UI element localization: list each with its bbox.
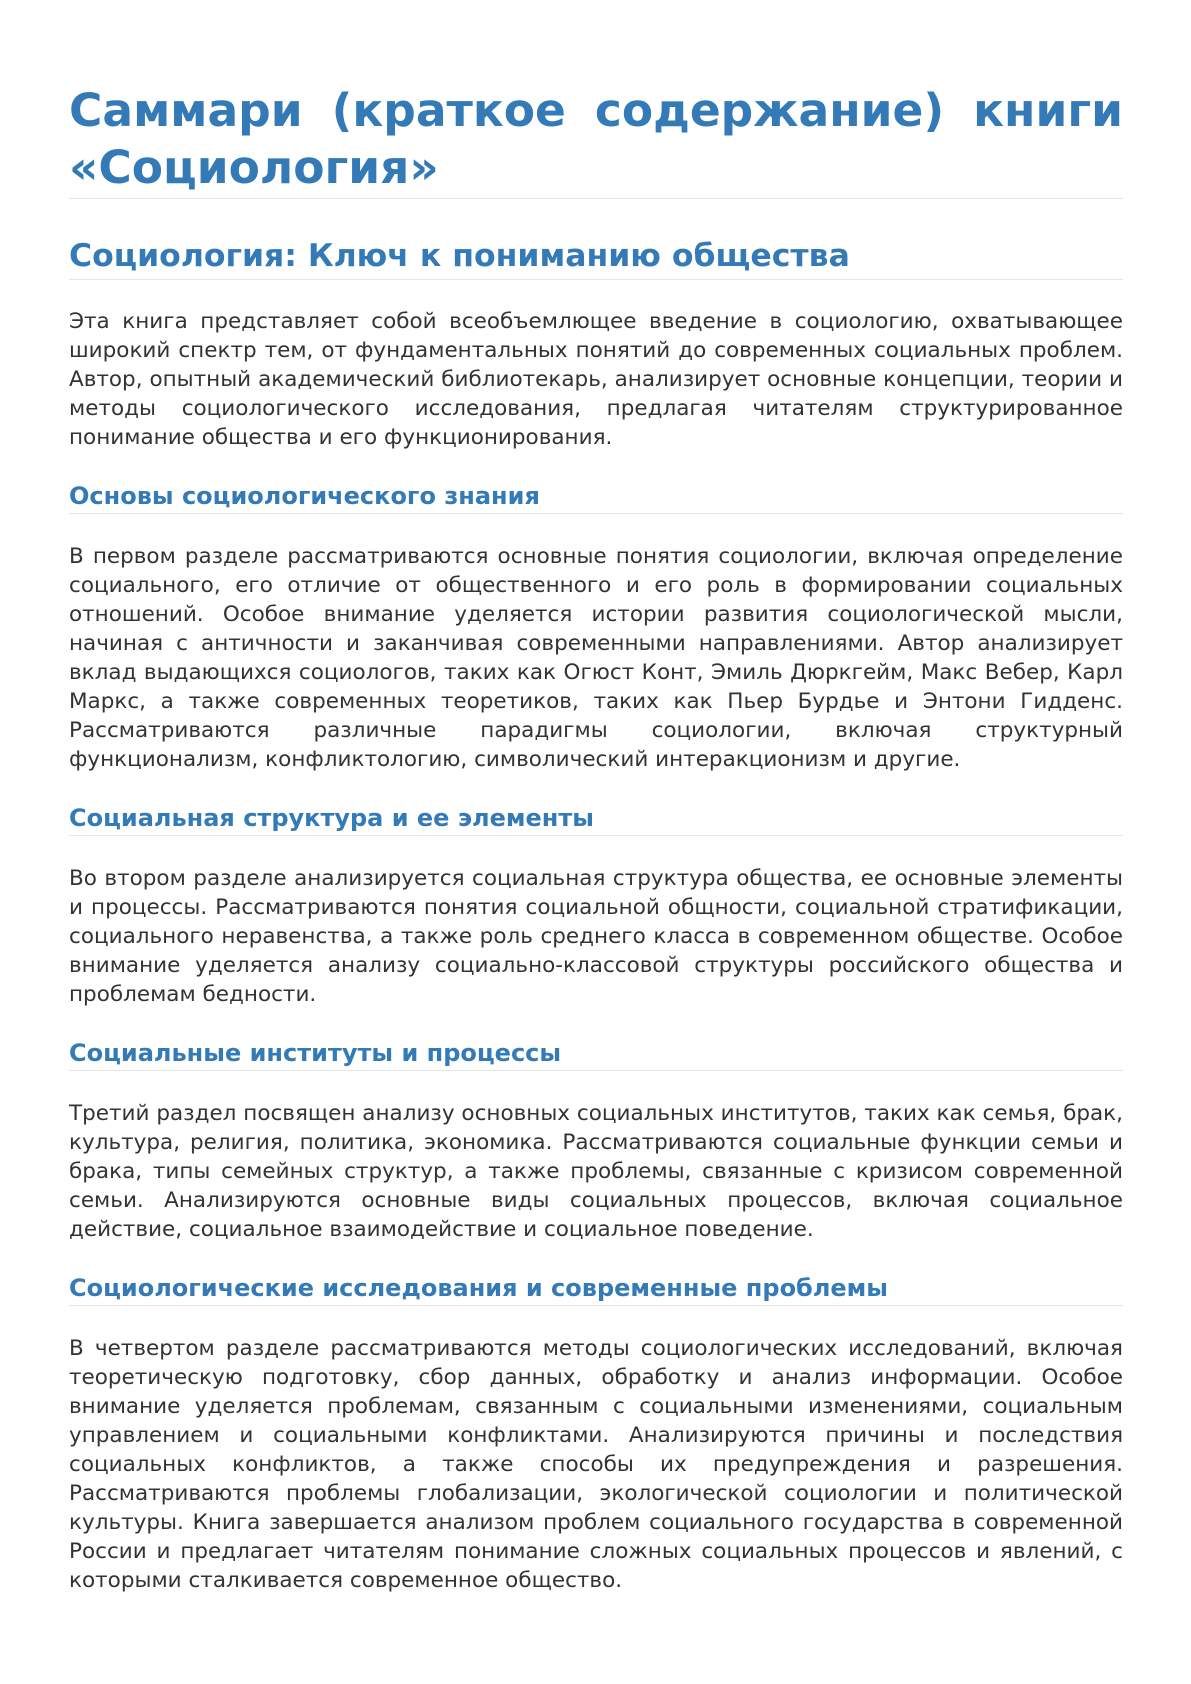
section-heading: Основы социологического знания [69, 480, 1123, 514]
section-social-structure [69, 802, 1123, 1009]
document-subtitle: Социология: Ключ к пониманию общества [69, 235, 1123, 280]
section-paragraph: Третий раздел посвящен анализу основных социальных институтов, таких как семья, брак, культура, религия, политика, экономика. Рассматриваются социальные функции семьи и брака, типы семейных структур, а также проблемы, связанные с кризисом современной семьи. Анализируются основные виды социальных процессов, включая социальное действие, социальное взаимодействие и социальное поведение. [69, 1101, 1123, 1242]
section-foundations [69, 480, 1123, 774]
section-heading: Социальная структура и ее элементы [69, 802, 1123, 836]
section-research [69, 1272, 1123, 1595]
section-institutions [69, 1037, 1123, 1244]
document-title: Саммари (краткое содержание) книги «Социология» [69, 82, 1123, 199]
section-heading: Социальные институты и процессы [69, 1037, 1123, 1071]
section-paragraph: В первом разделе рассматриваются основные понятия социологии, включая определение социального, его отличие от общественного и его роль в формировании социальных отношений. Особое внимание уделяется истории развития социологической мысли, начиная с античности и заканчивая современными направлениями. Автор анализирует вклад выдающихся социологов, таких как Огюст Конт, Эмиль Дюркгейм, Макс Вебер, Карл Маркс, а также современных теоретиков, таких как Пьер Бурдье и Энтони Гидденс. Рассматриваются различные парадигмы социологии, включая структурный функционализм, конфликтологию, символический интеракционизм и другие. [69, 544, 1123, 772]
section-paragraph: Во втором разделе анализируется социальная структура общества, ее основные элементы и процессы. Рассматриваются понятия социальной общности, социальной стратификации, социального неравенства, а также роль среднего класса в современном обществе. Особое внимание уделяется анализу социально-классовой структуры российского общества и проблемам бедности. [69, 866, 1123, 1007]
intro-paragraph: Эта книга представляет собой всеобъемлющее введение в социологию, охватывающее широкий спектр тем, от фундаментальных понятий до современных социальных проблем. Автор, опытный академический библиотекарь, анализирует основные концепции, теории и методы социологического исследования, предлагая читателям структурированное понимание общества и его функционирования. [69, 309, 1123, 450]
section-paragraph: В четвертом разделе рассматриваются методы социологических исследований, включая теоретическую подготовку, сбор данных, обработку и анализ информации. Особое внимание уделяется проблемам, связанным с социальными изменениями, социальным управлением и социальными конфликтами. Анализируются причины и последствия социальных конфликтов, а также способы их предупреждения и разрешения. Рассматриваются проблемы глобализации, экологической социологии и политической культуры. Книга завершается анализом проблем социального государства в современной России и предлагает читателям понимание сложных социальных процессов и явлений, с которыми сталкивается современное общество. [69, 1336, 1123, 1593]
document-page [69, 82, 1123, 1595]
section-heading: Социологические исследования и современные проблемы [69, 1272, 1123, 1306]
